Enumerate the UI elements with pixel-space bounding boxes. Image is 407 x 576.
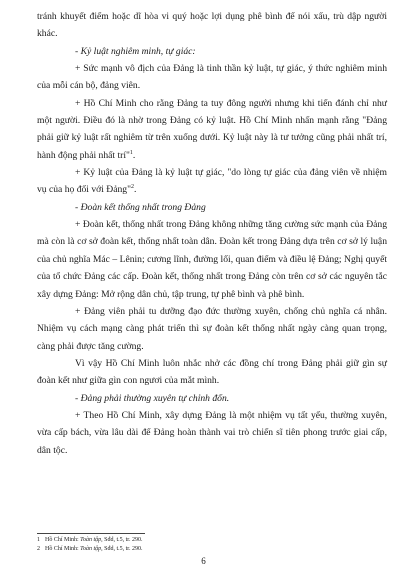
section-heading-unity: - Đoàn kết thống nhất trong Đảng [75,201,206,213]
page-number: 6 [201,556,206,566]
footnote-divider [37,533,145,534]
paragraph: + Đoàn kết, thống nhất trong Đảng không những tăng cường sức mạnh của Đảng mà còn là cơ sở đoàn kết, thống nhất toàn dân. Đoàn kết trong Đảng dựa trên cơ sở lý luận của chủ nghĩa Mác – Lênin; cương lĩnh, đường lối, quan điểm và điều lệ Đảng; Nghị quyết của tổ chức Đảng các cấp. Đoàn kết, thống nhất trong Đảng còn trên cơ sở các nguyên tắc xây dựng Đảng: Mở rộng dân chủ, tập trung, tự phê bình và phê bình. [37,219,387,300]
paragraph: tránh khuyết điểm hoặc dĩ hòa vi quý hoặc lợi dụng phê bình để nói xấu, trù dập người khác. [37,11,387,40]
paragraph: + Đảng viên phải tu dưỡng đạo đức thường xuyên, chống chủ nghĩa cá nhân. Nhiệm vụ cách mạng càng phát triển thì sự đoàn kết thống nhất ngày càng quan trọng, càng phải được tăng cường. [37,305,387,352]
paragraph: + Hồ Chí Minh cho rằng Đảng ta tuy đông người nhưng khi tiến đánh chỉ như một người. Điều đó là nhờ trong Đảng có kỷ luật. Hồ Chí Minh nhấn mạnh rằng "Đảng phải giữ kỷ luật rất nghiêm từ trên xuống dưới. Kỷ luật này là tư tưởng cũng phải nhất trí, hành động phải nhất trí"$^1$. [37,97,387,161]
section-heading-rectification: - Đảng phải thường xuyên tự chỉnh đốn. [75,392,230,404]
footnote-ref[interactable]: 2 [130,184,134,191]
footnote: 1 Hồ Chí Minh: Toàn tập, Sđd, t.5, tr. 290. [37,537,143,543]
section-heading-discipline: - Kỷ luật nghiêm minh, tự giác: [75,45,196,57]
paragraph: + Sức mạnh vô địch của Đảng là tinh thần kỷ luật, tự giác, ý thức nghiêm minh của mỗi cán bộ, đảng viên. [37,63,387,92]
paragraph: + Kỷ luật của Đảng là kỷ luật tự giác, "do lòng tự giác của đảng viên về nhiệm vụ của họ đối với Đảng"$^2$. [37,167,387,196]
footnote: 2 Hồ Chí Minh: Toàn tập, Sđd, t.5, tr. 290. [37,545,143,552]
footnote-ref[interactable]: 1 [129,149,133,156]
paragraph: Vì vậy Hồ Chí Minh luôn nhắc nhở các đồng chí trong Đảng phải giữ gìn sự đoàn kết như giữa gìn con ngươi của mắt mình. [37,357,387,387]
footnotes [37,536,387,553]
document-body [37,8,387,459]
paragraph: + Theo Hồ Chí Minh, xây dựng Đảng là một nhiệm vụ tất yếu, thường xuyên, vừa cấp bách, vừa lâu dài để Đảng hoàn thành vai trò chiến sĩ tiên phong trước giai cấp, dân tộc. [37,409,387,456]
